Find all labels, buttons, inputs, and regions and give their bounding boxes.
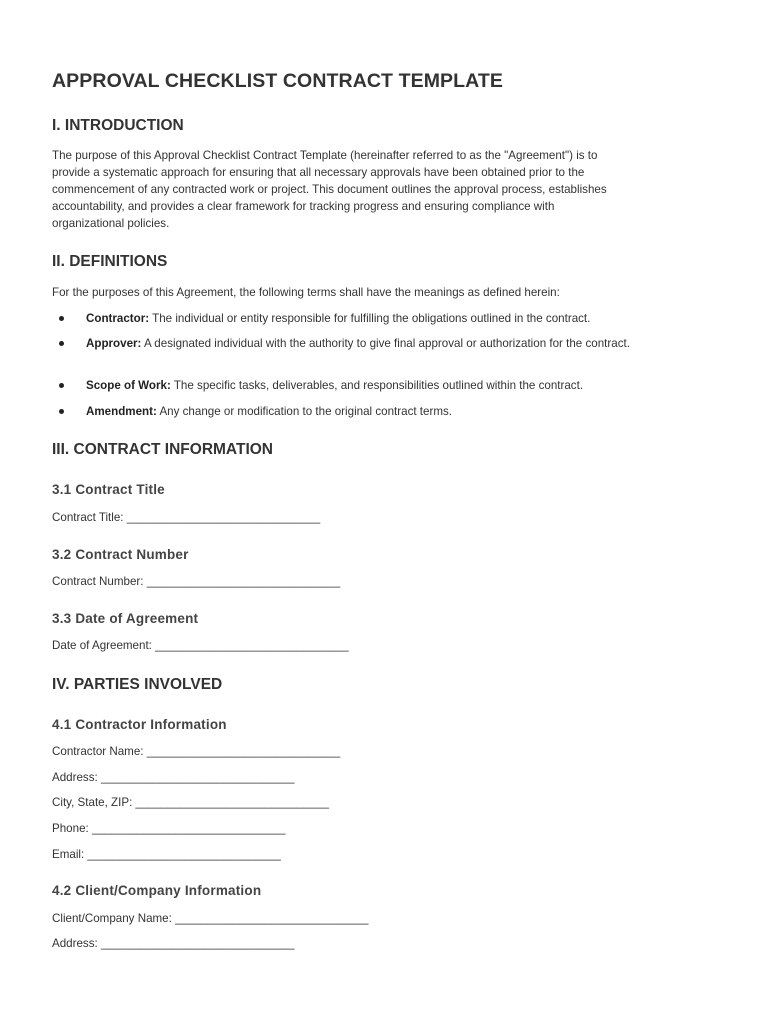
definition-text: The individual or entity responsible for fulfilling the obligations outlined in the contract.: [149, 312, 591, 325]
contractor-phone-field[interactable]: Phone: ______________________________: [52, 822, 286, 835]
definition-text: A designated individual with the authority to give final approval or authorization for the contract.: [141, 337, 630, 350]
definition-text: The specific tasks, deliverables, and responsibilities outlined within the contract.: [170, 379, 584, 392]
definition-item-amendment: [52, 404, 702, 420]
contractor-city-state-zip-field[interactable]: City, State, ZIP: ______________________________: [52, 796, 329, 809]
subheading-date-of-agreement: 3.3 Date of Agreement: [52, 611, 199, 626]
section-heading-parties-involved: IV. PARTIES INVOLVED: [52, 676, 223, 693]
introduction-paragraph: [52, 147, 712, 232]
section-heading-introduction: I. INTRODUCTION: [52, 117, 184, 134]
contract-number-field[interactable]: Contract Number: ______________________________: [52, 575, 341, 588]
section-heading-contract-information: III. CONTRACT INFORMATION: [52, 441, 273, 458]
subheading-contract-number: 3.2 Contract Number: [52, 547, 189, 562]
section-heading-definitions: II. DEFINITIONS: [52, 253, 168, 270]
bullet-icon: [59, 409, 64, 414]
bullet-icon: [59, 383, 64, 388]
client-address-field[interactable]: Address: ______________________________: [52, 937, 295, 950]
introduction-line: commencement of any contracted work or project. This document outlines the approval process, establishes: [52, 183, 607, 196]
contractor-address-field[interactable]: Address: ______________________________: [52, 771, 295, 784]
definition-term: Amendment:: [86, 405, 157, 418]
subheading-contractor-information: 4.1 Contractor Information: [52, 717, 227, 732]
contractor-email-field[interactable]: Email: ______________________________: [52, 848, 281, 861]
document-title: APPROVAL CHECKLIST CONTRACT TEMPLATE: [52, 70, 504, 92]
contract-title-field[interactable]: Contract Title: ______________________________: [52, 511, 321, 524]
definition-item-approver: [52, 336, 702, 352]
definition-term: Contractor:: [86, 312, 150, 325]
definition-text: Any change or modification to the original contract terms.: [156, 405, 453, 418]
bullet-icon: [59, 316, 64, 321]
subheading-client-company-information: 4.2 Client/Company Information: [52, 883, 262, 898]
introduction-line: provide a systematic approach for ensuring that all necessary approvals have been obtained prior to the: [52, 166, 585, 179]
introduction-line: The purpose of this Approval Checklist Contract Template (hereinafter referred to as the "Agreement") is to: [52, 149, 598, 162]
introduction-line: accountability, and provides a clear framework for tracking progress and ensuring compliance with: [52, 200, 555, 213]
definition-item-scope-of-work: [52, 378, 702, 394]
definition-term: Scope of Work:: [86, 379, 171, 392]
bullet-icon: [59, 341, 64, 346]
subheading-contract-title: 3.1 Contract Title: [52, 482, 165, 497]
contractor-name-field[interactable]: Contractor Name: ______________________________: [52, 745, 341, 758]
definition-term: Approver:: [86, 337, 142, 350]
date-of-agreement-field[interactable]: Date of Agreement: ______________________________: [52, 639, 349, 652]
introduction-line: organizational policies.: [52, 217, 170, 230]
definition-item-contractor: [52, 311, 702, 327]
definitions-intro: For the purposes of this Agreement, the following terms shall have the meanings as defined herein:: [52, 286, 560, 299]
client-company-name-field[interactable]: Client/Company Name: ______________________________: [52, 912, 369, 925]
